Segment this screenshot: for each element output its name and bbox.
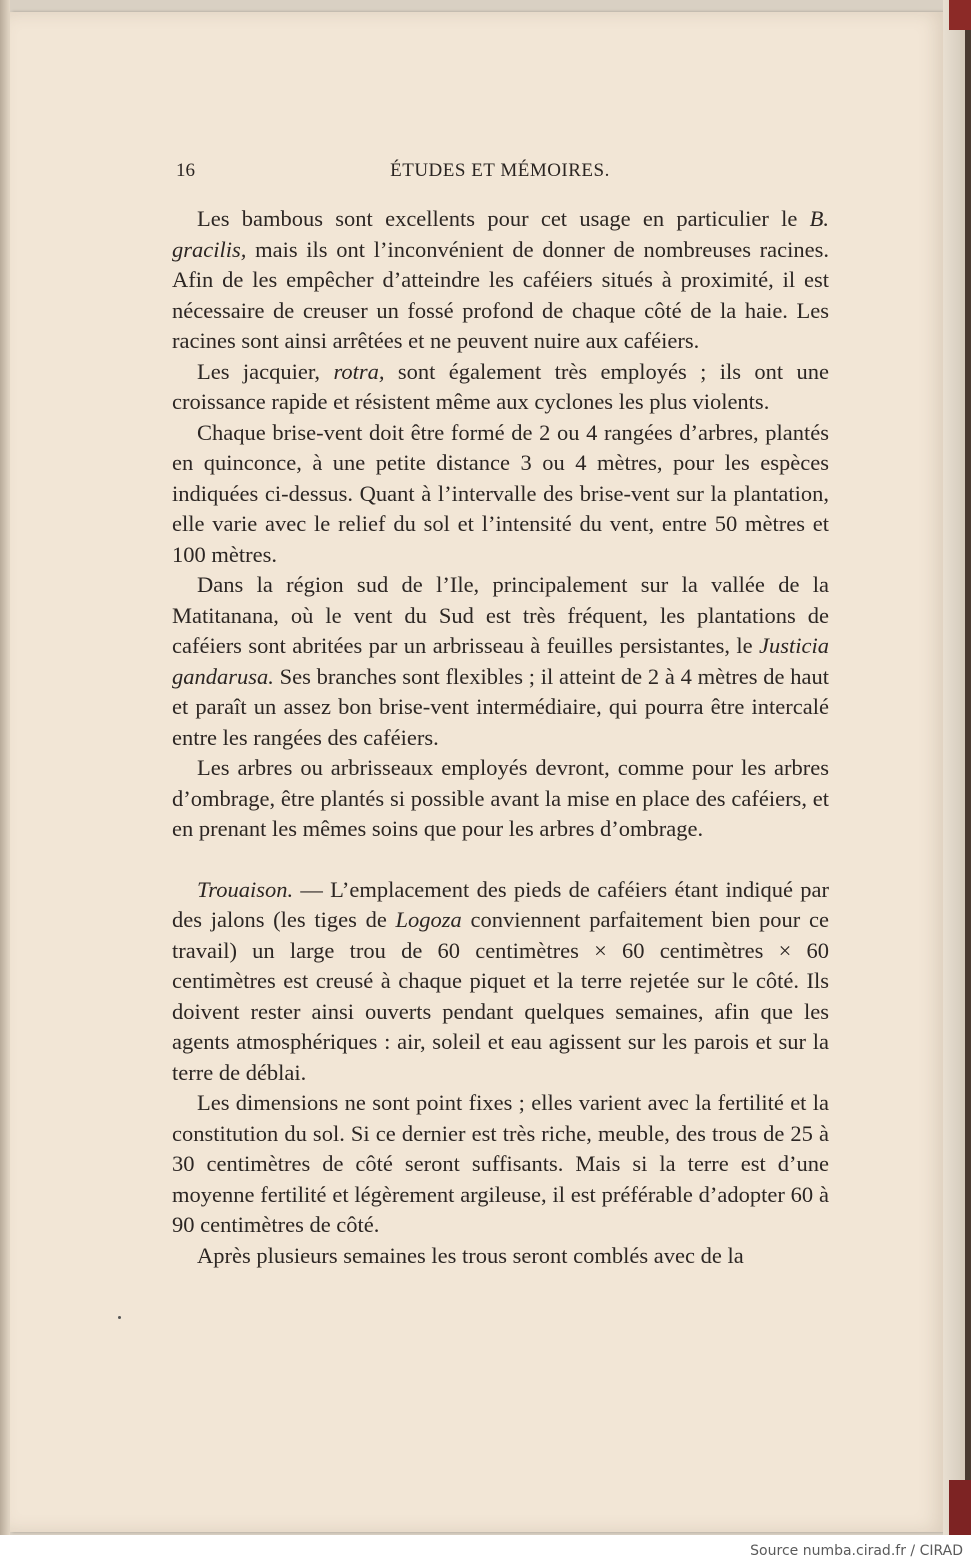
text-run: sont également très employés ; ils ont une croissance rapide et résistent même aux cyclones les plus violents. — [172, 358, 829, 414]
page-left-edge — [0, 0, 10, 1535]
source-credit: Source numba.cirad.fr / CIRAD — [750, 1543, 963, 1559]
paragraph — [172, 204, 829, 357]
text-run: Les jacquier, — [197, 358, 334, 384]
text-run: Dans la région sud de l’Ile, principalement sur la vallée de la Matitanana, où le vent du Sud est très fréquent, les plantations de caféiers sont abritées par un arbrisseau à feuilles persistantes, le — [172, 572, 829, 658]
paragraph — [172, 357, 829, 418]
italic-text: B. gracilis, — [172, 206, 829, 262]
paragraph — [172, 875, 829, 1089]
page-number: 16 — [176, 160, 195, 181]
paragraph — [172, 418, 829, 571]
margin-mark — [118, 1316, 121, 1319]
section-gap — [172, 845, 829, 875]
body-text — [172, 204, 829, 1271]
italic-text: Logoza — [395, 907, 462, 932]
italic-text: Justicia gandarusa. — [172, 633, 829, 689]
text-run: — L’emplacement des pieds de caféiers étant indiqué par des jalons (les tiges de — [172, 876, 829, 932]
text-run: Les arbres ou arbrisseaux employés devront, comme pour les arbres d’ombrage, être plantés si possible avant la mise en place des caféiers, et en prenant les mêmes soins que pour les arbres d’ombrage. — [172, 755, 829, 841]
cover-edge-bottom — [949, 1480, 971, 1535]
paragraph — [172, 1088, 829, 1241]
binding-shadow — [965, 30, 971, 1480]
text-run: Chaque brise-vent doit être formé de 2 ou 4 rangées d’arbres, plantés en quinconce, à une petite distance 3 ou 4 mètres, pour les espèces indiquées ci-dessus. Quant à l’intervalle des brise-vent sur la plantation, elle varie avec le relief du sol et l’intensité du vent, entre 50 mètres et 100 mètres. — [172, 419, 829, 567]
text-run: Ses branches sont flexibles ; il atteint de 2 à 4 mètres de haut et paraît un assez bon brise-vent intermédiaire, qui pourra être intercalé entre les rangées des caféiers. — [172, 663, 829, 750]
italic-text: rotra, — [333, 358, 385, 384]
text-run: Après plusieurs semaines les trous seront comblés avec de la — [197, 1242, 744, 1268]
cover-edge-top — [949, 0, 971, 30]
text-run: mais ils ont l’inconvénient de donner de nombreuses racines. Afin de les empêcher d’atteindre les caféiers situés à proximité, il est nécessaire de creuser un fossé profond de chaque côté de la haie. Les racines sont ainsi arrêtées et ne peuvent nuire aux caféiers. — [172, 236, 829, 353]
paragraph — [172, 753, 829, 845]
book-right-edge — [943, 0, 971, 1535]
paragraph — [172, 1241, 829, 1272]
text-run: conviennent parfaitement bien pour ce travail) un large trou de 60 centimètres × 60 centimètres × 60 centimètres est creusé à chaque piquet et la terre rejetée sur le côté. Ils doivent rester ainsi ouverts pendant quelques semaines, afin que les agents atmosphériques : air, soleil et eau agissent sur les parois et sur la terre de déblai. — [172, 907, 829, 1085]
text-run: Les bambous sont excellents pour cet usage en particulier le — [197, 206, 810, 231]
text-run: Les dimensions ne sont point fixes ; elles varient avec la fertilité et la constitution du sol. Si ce dernier est très riche, meuble, des trous de 25 à 30 centimètres de côté seront suffisants. Mais si la terre est d’une moyenne fertilité et légèrement argileuse, il est préférable d’adopter 60 à 90 centimètres de côté. — [172, 1090, 829, 1237]
paragraph — [172, 570, 829, 753]
running-title: ÉTUDES ET MÉMOIRES. — [390, 160, 610, 181]
italic-text: Trouaison. — [197, 876, 294, 902]
running-head — [172, 160, 828, 190]
